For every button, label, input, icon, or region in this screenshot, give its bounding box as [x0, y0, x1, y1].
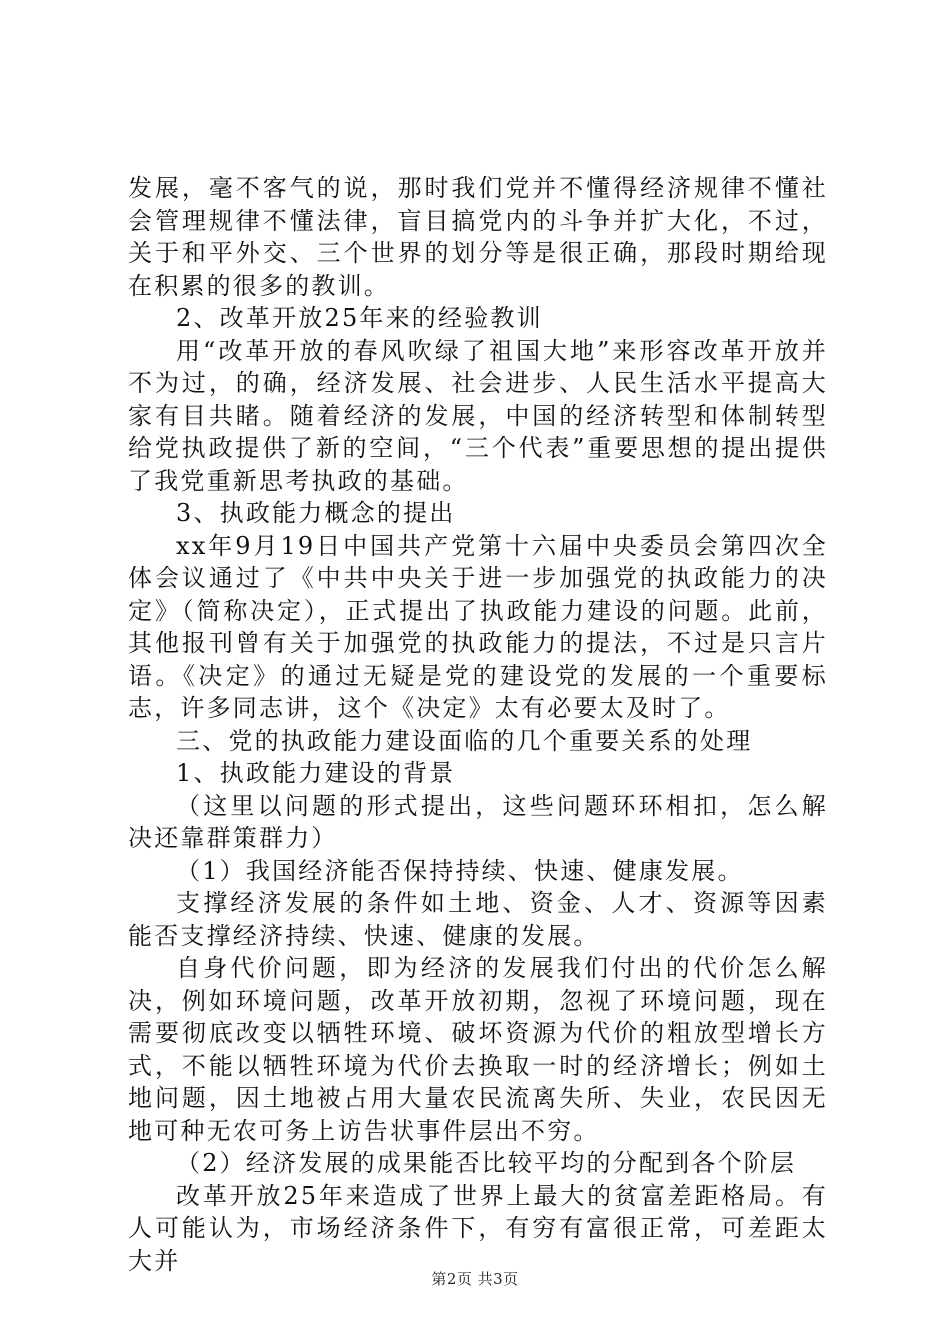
paragraph: 支撑经济发展的条件如土地、资金、人才、资源等因素能否支撑经济持续、快速、健康的发展。: [128, 889, 828, 950]
section-heading: 3、执政能力概念的提出: [176, 499, 456, 527]
paragraph: （这里以问题的形式提出，这些问题环环相扣，怎么解决还靠群策群力）: [128, 791, 828, 852]
page-number-footer: 第2页 共3页: [431, 1270, 519, 1288]
paragraph: xx年9月19日中国共产党第十六届中央委员会第四次全体会议通过了《中共中央关于进一步加强党的执政能力的决定》（简称决定），正式提出了执政能力建设的问题。此前，其他报刊曾有关于加强党的执政能力的提法，不过是只言片语。《决定》的通过无疑是党的建设党的发展的一个重要标志，许多同志讲，这个《决定》太有必要太及时了。: [128, 531, 828, 722]
sub-heading: （1）我国经济能否保持持续、快速、健康发展。: [176, 856, 744, 885]
document-body: [128, 172, 828, 1277]
sub-heading: （2）经济发展的成果能否比较平均的分配到各个阶层: [176, 1149, 797, 1177]
paragraph: 发展，毫不客气的说，那时我们党并不懂得经济规律不懂社会管理规律不懂法律，盲目搞党内的斗争并扩大化，不过，关于和平外交、三个世界的划分等是很正确，那段时期给现在积累的很多的教训。: [128, 174, 828, 300]
paragraph: 用“改革开放的春风吹绿了祖国大地”来形容改革开放并不为过，的确，经济发展、社会进步、人民生活水平提高大家有目共睹。随着经济的发展，中国的经济转型和体制转型给党执政提供了新的空间，“三个代表”重要思想的提出提供了我党重新思考执政的基础。: [128, 336, 828, 495]
section-heading: 三、党的执政能力建设面临的几个重要关系的处理: [176, 726, 753, 755]
section-heading: 2、改革开放25年来的经验教训: [176, 304, 543, 332]
paragraph: 改革开放25年来造成了世界上最大的贫富差距格局。有人可能认为，市场经济条件下，有穷有富很正常，可差距太大并: [128, 1181, 828, 1275]
paragraph: 自身代价问题，即为经济的发展我们付出的代价怎么解决，例如环境问题，改革开放初期，忽视了环境问题，现在需要彻底改变以牺牲环境、破坏资源为代价的粗放型增长方式，不能以牺牲环境为代价去换取一时的经济增长；例如土地问题，因土地被占用大量农民流离失所、失业，农民因无地可种无农可务上访告状事件层出不穷。: [128, 954, 828, 1145]
section-heading: 1、执政能力建设的背景: [176, 759, 456, 787]
